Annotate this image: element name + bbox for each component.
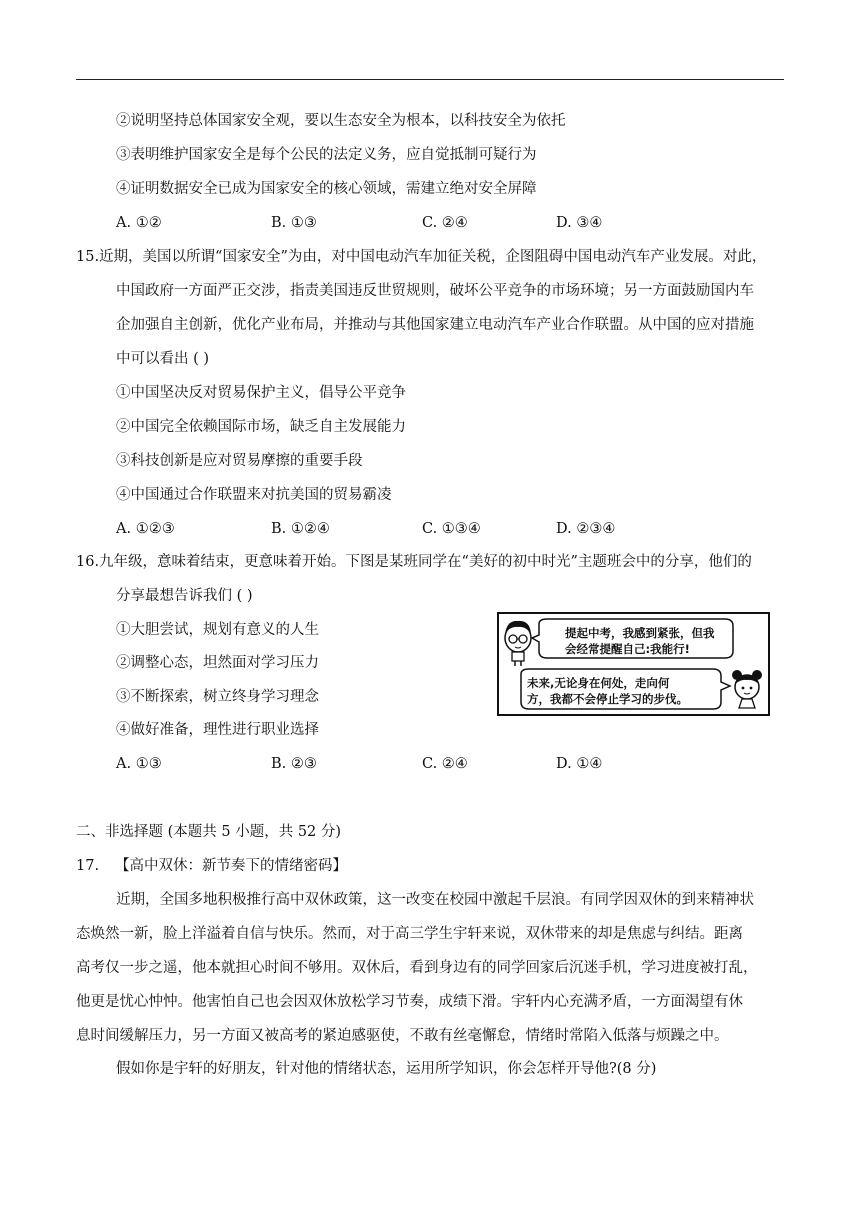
q16-stem-line-1: 16.九年级，意味着结束，更意味着开始。下图是某班同学在“美好的初中时光”主题班会中的分享，他们的 (76, 554, 752, 570)
q16-item-1: ①大胆尝试，规划有意义的人生 (116, 622, 319, 638)
bubble-1-line-2: 会经常提醒自己:我能行! (565, 642, 690, 656)
q15-item-1: ①中国坚决反对贸易保护主义，倡导公平竞争 (116, 385, 406, 401)
q14-item-2: ②说明坚持总体国家安全观，要以生态安全为根本，以科技安全为依托 (116, 113, 566, 129)
q15-option-d[interactable]: D. ②③④ (556, 521, 616, 537)
q15-option-b[interactable]: B. ①②④ (271, 521, 330, 537)
bubble-2-line-1: 未来,无论身在何处，走向何 (527, 676, 670, 690)
q15-item-2: ②中国完全依赖国际市场，缺乏自主发展能力 (116, 419, 406, 435)
q15-option-a[interactable]: A. ①②③ (116, 521, 175, 537)
q16-stem-line-2: 分享最想告诉我们 ( ) (116, 588, 253, 604)
section-2-heading: 二、非选择题 (本题共 5 小题，共 52 分) (76, 824, 342, 840)
q15-item-4: ④中国通过合作联盟来对抗美国的贸易霸凌 (116, 487, 392, 503)
q15-option-c[interactable]: C. ①③④ (422, 521, 481, 537)
q17-paragraph-line-3: 高考仅一步之遥，他本就担心时间不够用。双休后，看到身边有的同学回家后沉迷手机，学习进度被打乱， (76, 960, 758, 976)
boy-character-icon (505, 621, 531, 666)
q16-option-d[interactable]: D. ①④ (556, 756, 603, 772)
header-rule (76, 79, 784, 80)
q15-stem-line-4: 中可以看出 ( ) (116, 351, 210, 367)
girl-character-icon (732, 670, 762, 708)
q14-option-a[interactable]: A. ①② (116, 215, 162, 231)
q17-paragraph-line-2: 态焕然一新，脸上洋溢着自信与快乐。然而，对于高三学生宇轩来说，双休带来的却是焦虑与纠结。距离 (76, 926, 743, 942)
q17-paragraph-line-1: 近期，全国多地积极推行高中双休政策，这一改变在校园中激起千层浪。有同学因双休的到来精神状 (116, 892, 754, 908)
q16-option-c[interactable]: C. ②④ (422, 756, 468, 772)
q15-stem-line-2: 中国政府一方面严正交涉，指责美国违反世贸规则，破坏公平竞争的市场环境；另一方面鼓励国内车 (116, 283, 754, 299)
q14-option-c[interactable]: C. ②④ (422, 215, 468, 231)
q17-paragraph-line-4: 他更是忧心忡忡。他害怕自己也会因双休放松学习节奏，成绩下滑。宇轩内心充满矛盾，一方面渴望有休 (76, 994, 743, 1010)
q16-option-a[interactable]: A. ①③ (116, 756, 162, 772)
q16-item-2: ②调整心态，坦然面对学习压力 (116, 655, 319, 671)
q16-item-3: ③不断探索，树立终身学习理念 (116, 689, 319, 705)
bubble-1-line-1: 提起中考，我感到紧张，但我 (565, 626, 715, 640)
q14-option-b[interactable]: B. ①③ (271, 215, 317, 231)
q14-option-d[interactable]: D. ③④ (556, 215, 603, 231)
bubble-2-line-2: 方，我都不会停止学习的步伐。 (527, 692, 688, 706)
q17-title: 【高中双休：新节奏下的情绪密码】 (115, 858, 347, 874)
q14-item-4: ④证明数据安全已成为国家安全的核心领域，需建立绝对安全屏障 (116, 181, 537, 197)
q14-item-3: ③表明维护国家安全是每个公民的法定义务，应自觉抵制可疑行为 (116, 147, 537, 163)
q17-question: 假如你是宇轩的好朋友，针对他的情绪状态，运用所学知识，你会怎样开导他?(8 分) (116, 1061, 657, 1077)
q17-number: 17. (76, 858, 100, 874)
q17-paragraph-line-5: 息时间缓解压力，另一方面又被高考的紧迫感驱使，不敢有丝毫懈怠，情绪时常陷入低落与烦躁之中。 (76, 1028, 729, 1044)
q16-option-b[interactable]: B. ②③ (271, 756, 317, 772)
q15-item-3: ③科技创新是应对贸易摩擦的重要手段 (116, 453, 363, 469)
q16-item-4: ④做好准备，理性进行职业选择 (116, 722, 319, 738)
q15-stem-line-1: 15.近期，美国以所谓“国家安全”为由，对中国电动汽车加征关税，企图阻碍中国电动汽车产业发展。对此， (76, 249, 767, 265)
q15-stem-line-3: 企加强自主创新，优化产业布局，并推动与其他国家建立电动汽车产业合作联盟。从中国的应对措施 (116, 317, 754, 333)
comic-illustration (497, 612, 770, 716)
